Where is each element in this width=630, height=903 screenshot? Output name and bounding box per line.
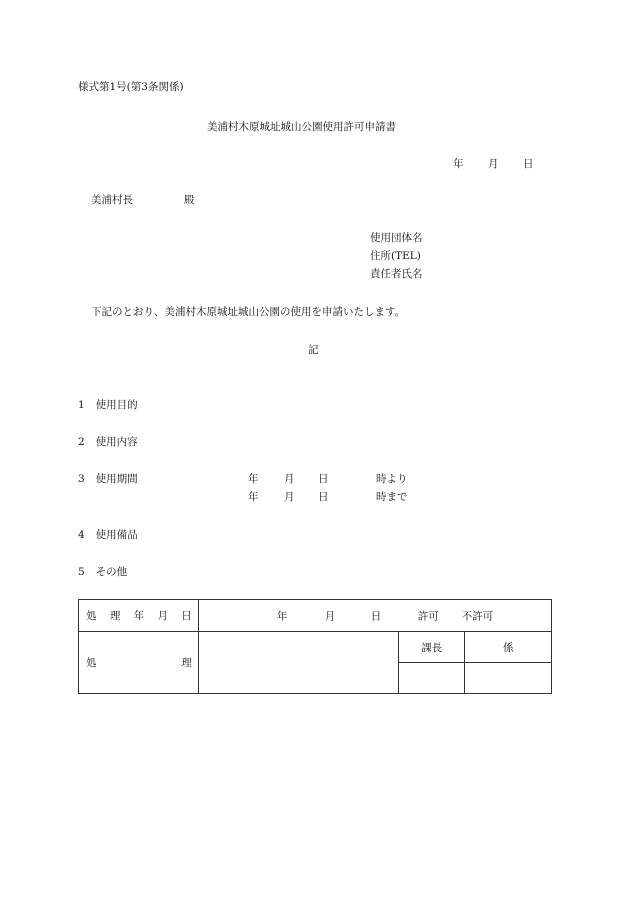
- date-year: 年: [453, 158, 464, 170]
- item-label: その他: [95, 566, 128, 578]
- item-label: 使用期間: [95, 473, 138, 485]
- label-char: 処: [86, 610, 97, 622]
- label-char: 月: [157, 610, 168, 622]
- label-char: 日: [181, 610, 192, 622]
- processing-remarks-cell: [198, 632, 398, 694]
- item-label: 使用備品: [95, 529, 138, 541]
- period-to-year: 年: [248, 491, 259, 503]
- list-item: [78, 566, 127, 579]
- processing-day: 日: [370, 610, 382, 622]
- label-char: 処: [86, 657, 97, 669]
- item-number: 1: [78, 399, 85, 411]
- item-number: 4: [78, 529, 85, 541]
- period-from-day: 日: [318, 473, 329, 485]
- label-char: 年: [133, 610, 145, 622]
- form-number: 様式第1号(第3条関係): [78, 81, 184, 93]
- group-name-label: 使用団体名: [370, 232, 423, 244]
- ki-heading: 記: [308, 344, 319, 356]
- not-permit-option: 不許可: [461, 610, 494, 622]
- processing-date-row: [79, 600, 552, 632]
- list-item: [78, 529, 138, 542]
- section-chief-header: 課長: [399, 632, 465, 663]
- period-from-month: 月: [284, 473, 295, 485]
- processing-date-field: [198, 600, 551, 632]
- label-char: 理: [109, 610, 121, 622]
- staff-seal-cell: [465, 663, 552, 694]
- item-label: 使用内容: [95, 436, 138, 448]
- item-number: 5: [78, 566, 85, 578]
- list-item: [78, 399, 138, 412]
- processing-month: 月: [324, 610, 336, 622]
- processing-label: [79, 632, 199, 694]
- intro-text: 下記のとおり、美浦村木原城址城山公園の使用を申請いたします。: [91, 306, 406, 318]
- staff-header: 係: [465, 632, 552, 663]
- item-label: 使用目的: [95, 399, 138, 411]
- section-chief-seal-cell: [399, 663, 465, 694]
- permit-option: 許可: [417, 610, 439, 622]
- item-number: 2: [78, 436, 85, 448]
- addressee-name: 美浦村長: [91, 194, 133, 206]
- addressee-honorific: 殿: [184, 194, 195, 206]
- period-to-month: 月: [284, 491, 295, 503]
- period-from-time: 時より: [376, 473, 408, 485]
- address-label: 住所(TEL): [370, 250, 421, 262]
- processing-table: [78, 599, 552, 694]
- responsible-label: 責任者氏名: [370, 268, 423, 280]
- document-title: 美浦村木原城址城山公園使用許可申請書: [207, 121, 396, 133]
- period-to-time: 時まで: [376, 491, 408, 503]
- processing-row-top: [79, 632, 552, 663]
- date-day: 日: [523, 158, 534, 170]
- period-to-day: 日: [318, 491, 329, 503]
- period-from-year: 年: [248, 473, 259, 485]
- item-number: 3: [78, 473, 85, 485]
- label-char: 理: [181, 657, 192, 669]
- date-month: 月: [488, 158, 499, 170]
- processing-date-label: [79, 600, 199, 632]
- list-item: [78, 436, 138, 449]
- list-item: [78, 473, 138, 486]
- processing-year: 年: [276, 610, 288, 622]
